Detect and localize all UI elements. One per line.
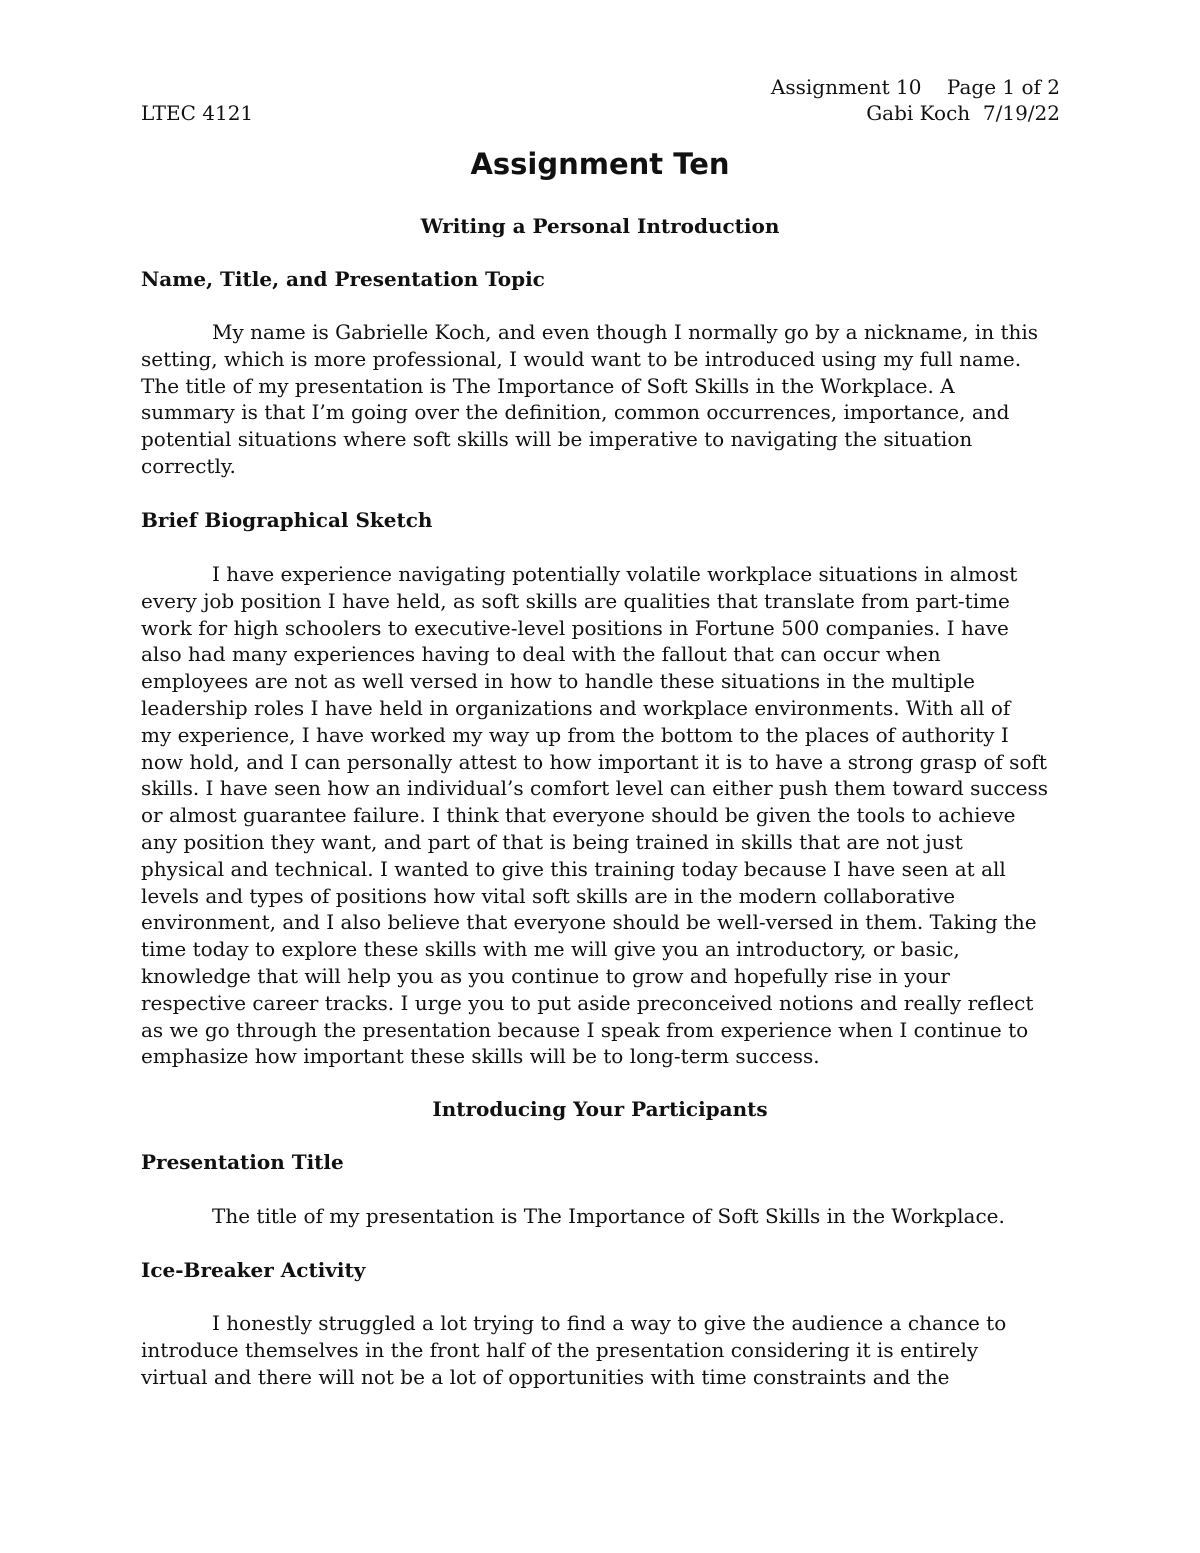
paragraph-presentation-title [141,1203,1061,1230]
section-title-participants: Introducing Your Participants [432,1097,768,1121]
paragraph-line: emphasize how important these skills will be to long-term success. [141,1044,820,1069]
paragraph-line: as we go through the presentation because I speak from experience when I continue to [141,1017,1029,1042]
paragraph-line: introduce themselves in the front half of the presentation considering it is entirely [141,1337,979,1362]
paragraph-line: My name is Gabrielle Koch, and even though I normally go by a nickname, in this [212,320,1039,344]
section-title-personal-introduction: Writing a Personal Introduction [420,214,780,238]
paragraph-line: environment, and I also believe that everyone should be well-versed in them. Taking the [141,910,1037,935]
paragraph-line: correctly. [141,453,236,478]
paragraph-line: The title of my presentation is The Importance of Soft Skills in the Workplace. [212,1204,1005,1228]
paragraph-ice-breaker [141,1310,1061,1390]
paragraph-line: The title of my presentation is The Importance of Soft Skills in the Workplace. A [141,373,955,398]
paragraph-line: employees are not as well versed in how to handle these situations in the multiple [141,669,975,694]
paragraph-line: my experience, I have worked my way up from the bottom to the places of authority I [141,722,1009,747]
paragraph-line: I have experience navigating potentially volatile workplace situations in almost [212,562,1018,586]
paragraph-line: every job position I have held, as soft skills are qualities that translate from part-time [141,588,1010,613]
heading-ice-breaker: Ice-Breaker Activity [141,1258,366,1282]
paragraph-line: time today to explore these skills with me will give you an introductory, or basic, [141,937,960,962]
paragraph-line: potential situations where soft skills will be imperative to navigating the situation [141,427,973,452]
paragraph-biographical-sketch [141,561,1061,1070]
heading-presentation-title: Presentation Title [141,1150,344,1174]
paragraph-line: levels and types of positions how vital soft skills are in the modern collaborative [141,883,956,908]
paragraph-line: also had many experiences having to deal with the fallout that can occur when [141,642,941,667]
paragraph-line: knowledge that will help you as you continue to grow and hopefully rise in your [141,963,950,988]
paragraph-line: any position they want, and part of that is being trained in skills that are not just [141,829,963,854]
heading-biographical-sketch: Brief Biographical Sketch [141,508,433,532]
paragraph-line: skills. I have seen how an individual’s comfort level can either push them toward success [141,776,1049,801]
document-title: Assignment Ten [470,147,730,181]
paragraph-line: now hold, and I can personally attest to how important it is to have a strong grasp of soft [141,749,1047,774]
paragraph-line: I honestly struggled a lot trying to find a way to give the audience a chance to [212,1311,1007,1335]
heading-name-title-topic: Name, Title, and Presentation Topic [141,267,545,291]
paragraph-line: respective career tracks. I urge you to put aside preconceived notions and really reflect [141,990,1034,1015]
header-course-code: LTEC 4121 [141,101,254,125]
paragraph-name-title-topic [141,319,1061,480]
paragraph-line: work for high schoolers to executive-level positions in Fortune 500 companies. I have [141,615,1009,640]
paragraph-line: virtual and there will not be a lot of opportunities with time constraints and the [141,1364,950,1389]
header-author-date: Gabi Koch 7/19/22 [866,101,1060,125]
paragraph-line: leadership roles I have held in organizations and workplace environments. With all of [141,695,1011,720]
paragraph-line: summary is that I’m going over the definition, common occurrences, importance, and [141,400,1010,425]
header-assignment-page: Assignment 10 Page 1 of 2 [770,75,1060,99]
paragraph-line: or almost guarantee failure. I think that everyone should be given the tools to achieve [141,803,1016,828]
paragraph-line: physical and technical. I wanted to give this training today because I have seen at all [141,856,1006,881]
paragraph-line: setting, which is more professional, I would want to be introduced using my full name. [141,346,1022,371]
